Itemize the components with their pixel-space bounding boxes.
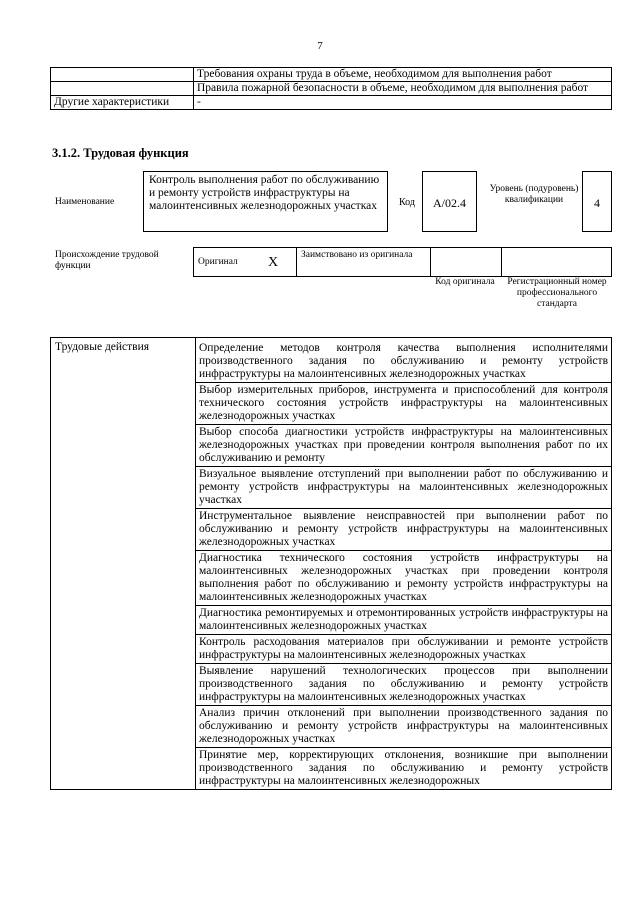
labor-action-item: Принятие мер, корректирующих отклонения, возникшие при выполнении производственного задания по обслуживанию и ремонту устройств инфраструктуры на малоинтенсивных железнодорожных (196, 748, 612, 790)
labor-actions-table (50, 337, 612, 790)
original-mark: X (264, 248, 297, 277)
labor-action-item: Выявление нарушений технологических процессов при выполнении производственного задания по обслуживанию и ремонту устройств инфраструктуры на малоинтенсивных железнодорожных участках (196, 664, 612, 706)
labor-action-item: Выбор измерительных приборов, инструмента и приспособлений для контроля технического состояния устройств инфраструктуры на малоинтенсивных железнодорожных участках (196, 383, 612, 425)
function-name-label: Наименование (55, 197, 115, 207)
labor-action-item: Определение методов контроля качества выполнения исполнителями производственного задания по обслуживанию и ремонту устройств инфраструктуры на малоинтенсивных железнодорожных участках (196, 338, 612, 383)
original-code-cell (431, 248, 502, 277)
origin-table (193, 247, 612, 277)
labor-action-item: Контроль расходования материалов при обслуживании и ремонте устройств инфраструктуры на малоинтенсивных железнодорожных участках (196, 635, 612, 664)
requirements-label-cell (51, 68, 194, 82)
registration-number-cell (502, 248, 612, 277)
requirement-item: Требования охраны труда в объеме, необходимом для выполнения работ (194, 68, 612, 82)
original-code-label: Код оригинала (435, 277, 495, 287)
labor-action-item: Диагностика ремонтируемых и отремонтированных устройств инфраструктуры на малоинтенсивных железнодорожных участках (196, 606, 612, 635)
borrowed-label: Заимствовано из оригинала (297, 248, 431, 277)
labor-action-item: Инструментальное выявление неисправностей при выполнении работ по обслуживанию и ремонту устройств инфраструктуры на малоинтенсивных железнодорожных участках (196, 509, 612, 551)
qualification-level-value: 4 (582, 171, 612, 232)
other-characteristics-label: Другие характеристики (51, 96, 194, 110)
function-code-label: Код (399, 197, 415, 208)
labor-action-item: Визуальное выявление отступлений при выполнении работ по обслуживанию и ремонту устройств инфраструктуры на малоинтенсивных железнодорожных участках (196, 467, 612, 509)
labor-action-item: Диагностика технического состояния устройств инфраструктуры на малоинтенсивных железнодорожных участках при проведении контроля выполнения работ по обслуживанию и ремонту устройств инфраструктуры на малоинтенсивных железнодорожных участках (196, 551, 612, 606)
function-code-value: А/02.4 (422, 171, 477, 232)
original-label: Оригинал (194, 248, 265, 277)
labor-action-item: Выбор способа диагностики устройств инфраструктуры на малоинтенсивных железнодорожных участках при проведении контроля выполнения работ по их обслуживанию и ремонту (196, 425, 612, 467)
function-name-value: Контроль выполнения работ по обслуживанию и ремонту устройств инфраструктуры на малоинтенсивных железнодорожных участках (143, 171, 388, 232)
section-heading: 3.1.2. Трудовая функция (52, 146, 189, 160)
registration-number-label: Регистрационный номер профессионального стандарта (507, 277, 607, 309)
labor-action-item: Анализ причин отклонений при выполнении производственного задания по обслуживанию и ремонту устройств инфраструктуры на малоинтенсивных железнодорожных участках (196, 706, 612, 748)
labor-actions-label: Трудовые действия (51, 338, 196, 790)
requirements-label-cell (51, 82, 194, 96)
requirement-item: Правила пожарной безопасности в объеме, необходимом для выполнения работ (194, 82, 612, 96)
requirements-table (50, 67, 612, 110)
qualification-level-label: Уровень (подуровень) квалификации (489, 184, 579, 205)
function-origin-label: Происхождение трудовой функции (55, 250, 159, 271)
page-number: 7 (317, 40, 323, 52)
other-characteristics-value: - (194, 96, 612, 110)
